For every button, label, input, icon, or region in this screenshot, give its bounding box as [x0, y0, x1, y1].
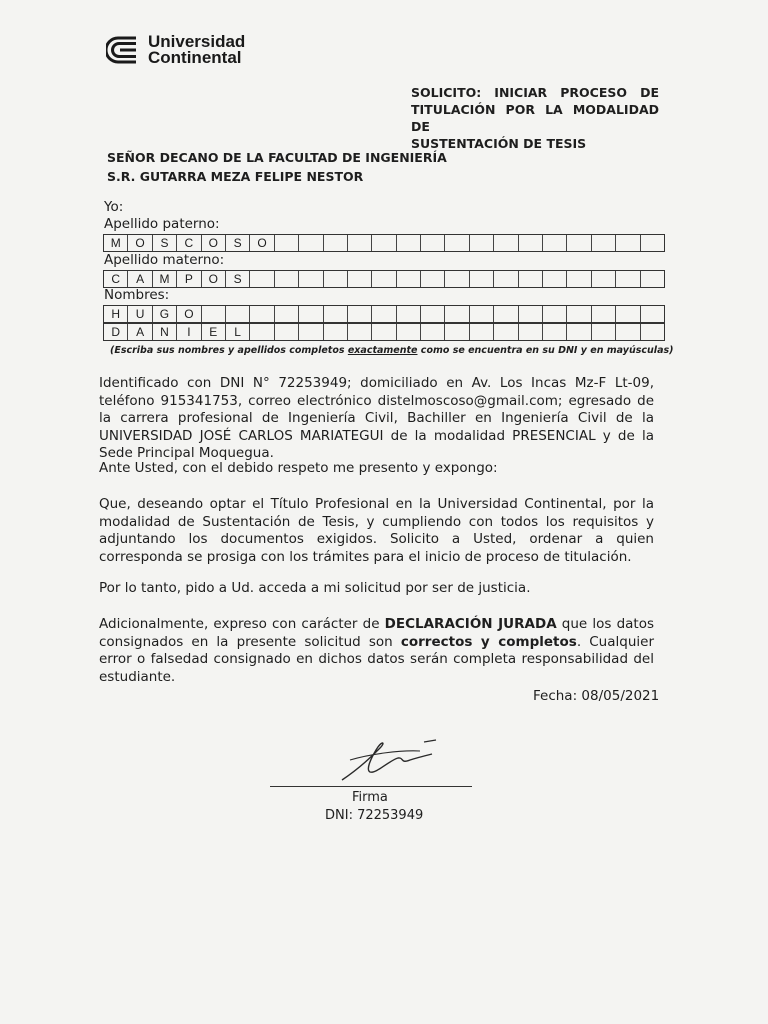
letter-box	[324, 324, 348, 340]
letter-box	[445, 235, 469, 251]
letter-box	[299, 235, 323, 251]
logo-line2: Continental	[148, 48, 242, 67]
solicito-line2: TITULACIÓN POR LA MODALIDAD DE	[411, 102, 659, 134]
signature-dni: DNI: 72253949	[325, 808, 424, 823]
letter-box	[202, 306, 226, 322]
letter-box	[324, 306, 348, 322]
letter-box	[641, 324, 664, 340]
letter-box: O	[202, 271, 226, 287]
letter-box	[567, 324, 591, 340]
nombre2-grid	[103, 323, 665, 341]
letter-box	[348, 306, 372, 322]
letter-box	[592, 271, 616, 287]
letter-box	[567, 271, 591, 287]
letter-box: M	[153, 271, 177, 287]
letter-box	[421, 324, 445, 340]
letter-box	[226, 306, 250, 322]
letter-box	[470, 235, 494, 251]
letter-box	[421, 235, 445, 251]
letter-box	[543, 306, 567, 322]
continental-logo-icon	[106, 34, 144, 66]
letter-box	[616, 235, 640, 251]
solicito-line3: SUSTENTACIÓN DE TESIS	[411, 136, 587, 151]
paragraph-closing: Por lo tanto, pido a Ud. acceda a mi solicitud por ser de justicia.	[99, 580, 531, 596]
letter-box	[567, 235, 591, 251]
university-logo	[106, 34, 245, 66]
declaration-bold-2: correctos y completos	[400, 633, 577, 650]
letter-box	[592, 235, 616, 251]
letter-box: C	[104, 271, 128, 287]
letter-box	[421, 306, 445, 322]
letter-box: P	[177, 271, 201, 287]
letter-box	[421, 271, 445, 287]
materno-label: Apellido materno:	[104, 252, 225, 268]
paragraph-presentation: Ante Usted, con el debido respeto me presento y expongo:	[99, 460, 498, 476]
letter-box	[397, 306, 421, 322]
letter-box	[494, 271, 518, 287]
paragraph-identification: Identificado con DNI N° 72253949; domiciliado en Av. Los Incas Mz-F Lt-09, teléfono 915341753, correo electrónico distelmoscoso@gmail.com; egresado de la carrera profesional de Ingeniería Civil, Bachiller en Ingeniería Civil de la UNIVERSIDAD JOSÉ CARLOS MARIATEGUI de la modalidad PRESENCIAL y de la Sede Principal Moquegua.	[99, 375, 654, 461]
note-part1: (Escriba sus nombres y apellidos completos	[110, 345, 348, 356]
declaration-text-e: . Cualquier error o falsedad consignado en dichos datos serán completa responsabilidad del estudiante.	[99, 633, 654, 685]
date-text: Fecha: 08/05/2021	[533, 688, 660, 704]
handwritten-signature	[320, 730, 450, 790]
letter-box	[494, 235, 518, 251]
letter-box	[250, 271, 274, 287]
letter-box	[519, 324, 543, 340]
letter-box	[250, 324, 274, 340]
letter-box	[348, 324, 372, 340]
letter-box	[372, 271, 396, 287]
letter-box	[519, 235, 543, 251]
letter-box	[592, 306, 616, 322]
nombres-label: Nombres:	[104, 287, 170, 303]
paragraph-request: Que, deseando optar el Título Profesional en la Universidad Continental, por la modalidad de Sustentación de Tesis, y cumpliendo con todos los requisitos y adjuntando los documentos exigidos. Solicito a Usted, ordenar a quien corresponda se prosiga con los trámites para el inicio de proceso de titulación.	[99, 496, 654, 565]
letter-box: S	[153, 235, 177, 251]
note-part2: como se encuentra en su DNI y en mayúsculas)	[417, 345, 674, 356]
solicito-line1: SOLICITO: INICIAR PROCESO DE	[411, 85, 659, 100]
letter-box	[250, 306, 274, 322]
letter-box	[324, 235, 348, 251]
letter-box: S	[226, 235, 250, 251]
letter-box	[543, 271, 567, 287]
letter-box: N	[153, 324, 177, 340]
letter-box: G	[153, 306, 177, 322]
addressee-line2: S.R. GUTARRA MEZA FELIPE NESTOR	[107, 169, 364, 184]
letter-box	[494, 306, 518, 322]
letter-box: H	[104, 306, 128, 322]
letter-box	[397, 235, 421, 251]
letter-box	[397, 271, 421, 287]
letter-box	[372, 324, 396, 340]
letter-box	[445, 324, 469, 340]
letter-box	[275, 324, 299, 340]
signature-line	[270, 786, 472, 787]
letter-box	[275, 235, 299, 251]
letter-box: U	[128, 306, 152, 322]
letter-box	[470, 271, 494, 287]
letter-box	[324, 271, 348, 287]
letter-box	[592, 324, 616, 340]
letter-box	[470, 324, 494, 340]
instructions-note	[110, 345, 673, 356]
letter-box	[348, 271, 372, 287]
letter-box	[616, 324, 640, 340]
letter-box	[567, 306, 591, 322]
letter-box	[543, 324, 567, 340]
letter-box	[641, 306, 664, 322]
letter-box: C	[177, 235, 201, 251]
letter-box: E	[202, 324, 226, 340]
paragraph-declaration	[99, 616, 654, 686]
letter-box	[470, 306, 494, 322]
letter-box	[299, 306, 323, 322]
letter-box	[519, 271, 543, 287]
paterno-label: Apellido paterno:	[104, 216, 220, 232]
letter-box	[445, 271, 469, 287]
letter-box	[543, 235, 567, 251]
letter-box: I	[177, 324, 201, 340]
materno-grid	[103, 270, 665, 288]
addressee	[107, 148, 447, 186]
letter-box	[348, 235, 372, 251]
declaration-text-a: Adicionalmente, expreso con carácter de	[99, 616, 385, 632]
declaration-bold-1: DECLARACIÓN JURADA	[384, 616, 557, 632]
letter-box	[641, 235, 664, 251]
solicito-subject	[411, 84, 659, 152]
logo-line1: Universidad	[148, 32, 246, 51]
letter-box: A	[128, 271, 152, 287]
letter-box	[397, 324, 421, 340]
letter-box: O	[177, 306, 201, 322]
letter-box	[641, 271, 664, 287]
letter-box	[616, 306, 640, 322]
letter-box	[616, 271, 640, 287]
letter-box	[275, 271, 299, 287]
paterno-grid	[103, 234, 665, 252]
letter-box: M	[104, 235, 128, 251]
letter-box: O	[202, 235, 226, 251]
letter-box	[494, 324, 518, 340]
note-emphasis: exactamente	[347, 345, 418, 356]
letter-box	[519, 306, 543, 322]
addressee-line1: SEÑOR DECANO DE LA FACULTAD DE INGENIERÍA	[107, 150, 447, 165]
letter-box: A	[128, 324, 152, 340]
yo-label: Yo:	[104, 199, 124, 215]
letter-box	[372, 235, 396, 251]
letter-box	[299, 271, 323, 287]
firma-label: Firma	[352, 790, 388, 805]
letter-box	[445, 306, 469, 322]
letter-box: S	[226, 271, 250, 287]
letter-box	[372, 306, 396, 322]
letter-box	[299, 324, 323, 340]
letter-box: L	[226, 324, 250, 340]
letter-box: O	[250, 235, 274, 251]
letter-box: D	[104, 324, 128, 340]
declaration-text-c: que los datos consignados en la presente solicitud son	[99, 616, 655, 650]
nombre1-grid	[103, 305, 665, 323]
letter-box	[275, 306, 299, 322]
letter-box: O	[128, 235, 152, 251]
